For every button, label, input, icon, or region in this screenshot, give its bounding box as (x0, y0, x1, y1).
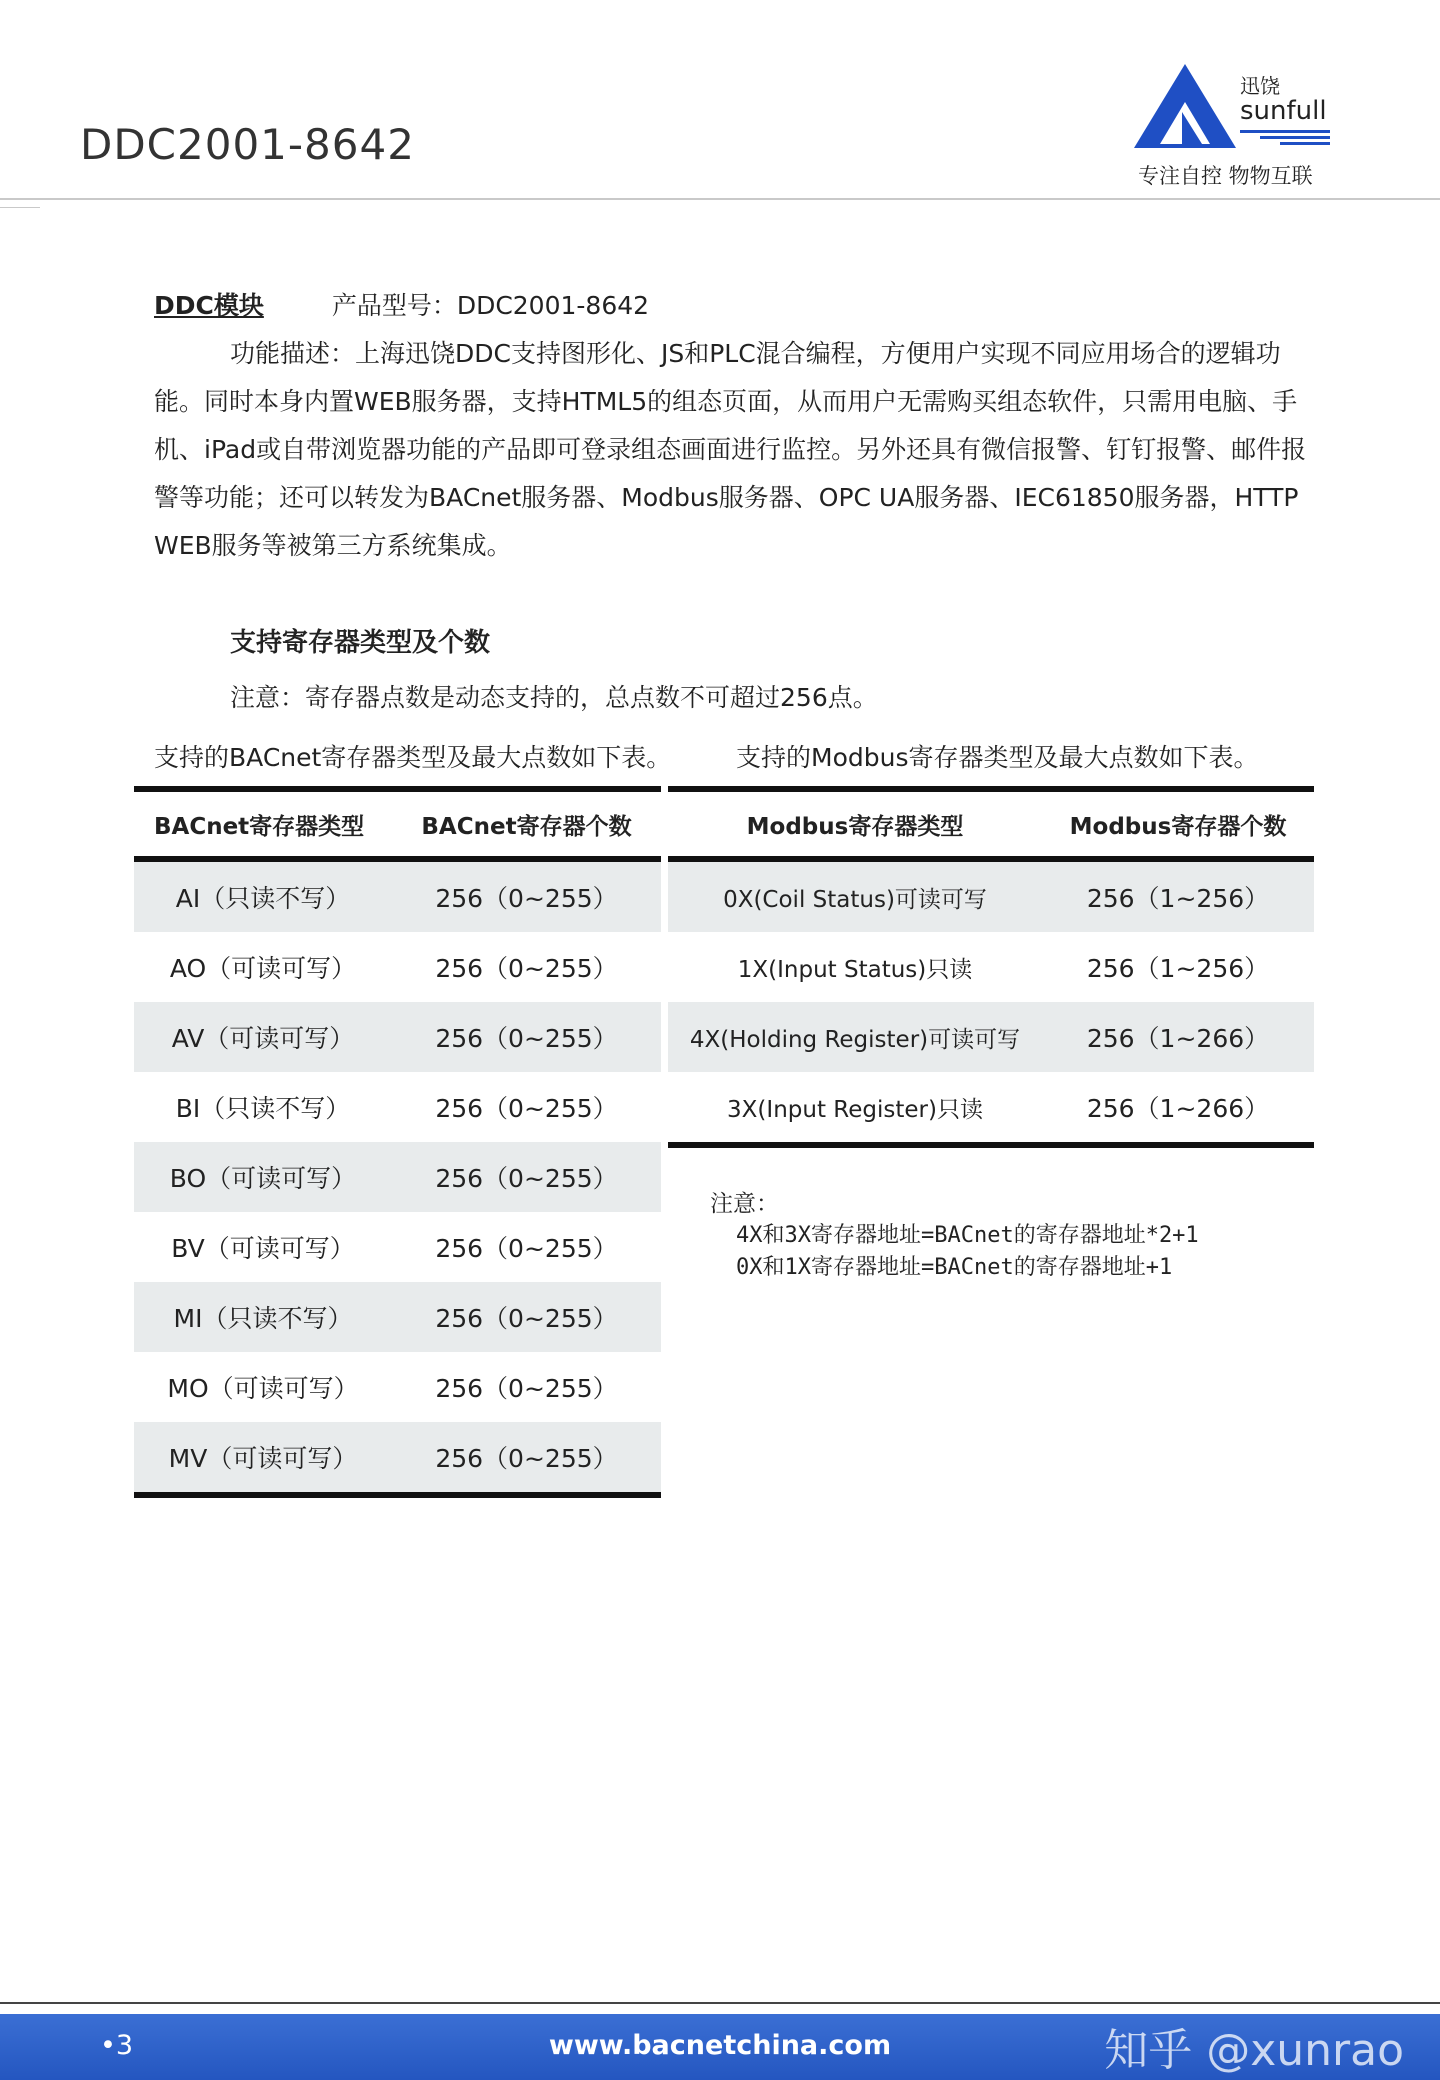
column-header: Modbus寄存器个数 (1069, 813, 1287, 840)
table-row (134, 1002, 661, 1072)
column-header: BACnet寄存器个数 (421, 813, 632, 840)
table-row (134, 1422, 661, 1492)
footer-url-link[interactable]: www.bacnetchina.com (548, 2030, 892, 2061)
table-cell: 1X(Input Status)只读 (737, 956, 973, 983)
table-row (668, 932, 1314, 1002)
table-row (668, 1002, 1314, 1072)
product-model: 产品型号：DDC2001-8642 (331, 291, 650, 320)
table-cell: 256（0~255） (435, 954, 618, 983)
table-cell: 256（1~256） (1086, 954, 1270, 983)
table-cell: AI（只读不写） (175, 884, 351, 913)
table-cell: 256（1~266） (1086, 1094, 1270, 1123)
table-cell: 256（0~255） (435, 1304, 618, 1333)
table-cell: 256（1~256） (1086, 884, 1270, 913)
table-cell: 256（0~255） (435, 1444, 618, 1473)
table-row (134, 1072, 661, 1142)
table-row (134, 1142, 661, 1212)
table-row (134, 862, 661, 932)
footer-divider (0, 2002, 1440, 2004)
table-row (134, 1352, 661, 1422)
table-cell: 3X(Input Register)只读 (727, 1096, 983, 1123)
table-row (668, 1072, 1314, 1142)
company-logo (1130, 62, 1340, 190)
table-row (668, 862, 1314, 932)
logo-slogan: 专注自控 物物互联 (1138, 164, 1313, 188)
table-cell: AV（可读可写） (171, 1024, 355, 1053)
module-label: DDC模块 (154, 291, 264, 320)
table-cell: MV（可读可写） (168, 1444, 358, 1473)
table-bottom-rule (134, 1492, 661, 1498)
notes-title: 注意： (710, 1191, 779, 1217)
intro-block (154, 282, 1314, 570)
table-header-row (668, 792, 1314, 856)
section-title: 支持寄存器类型及个数 (230, 628, 491, 658)
table-cell: BV（可读可写） (171, 1234, 355, 1263)
watermark: 知乎 @xunrao (1104, 2025, 1404, 2076)
function-description: 功能描述：上海迅饶DDC支持图形化、JS和PLC混合编程，方便用户实现不同应用场合的逻辑功能。同时本身内置WEB服务器，支持HTML5的组态页面，从而用户无需购买组态软件，只需用电脑、手机、iPad或自带浏览器功能的产品即可登录组态画面进行监控。另外还具有微信报警、钉钉报警、邮件报警等功能；还可以转发为BACnet服务器、Modbus服务器、OPC UA服务器、IEC61850服务器，HTTP WEB服务等被第三方系统集成。 (154, 339, 1307, 560)
table-bottom-rule (668, 1142, 1314, 1148)
footer-bar (0, 2014, 1440, 2080)
header-divider (0, 198, 1440, 200)
column-header: BACnet寄存器类型 (154, 813, 365, 840)
logo-name-cn: 迅饶 (1240, 74, 1280, 98)
table-cell: 256（0~255） (435, 1024, 618, 1053)
table-cell: BI（只读不写） (175, 1094, 351, 1123)
table-header-row (134, 792, 661, 856)
page-number: •3 (100, 2030, 134, 2061)
table-cell: 256（0~255） (435, 1094, 618, 1123)
table-cell: 256（0~255） (435, 1164, 618, 1193)
register-notes (710, 1188, 1199, 1284)
modbus-caption: 支持的Modbus寄存器类型及最大点数如下表。 (736, 743, 1259, 772)
bacnet-caption: 支持的BACnet寄存器类型及最大点数如下表。 (154, 743, 672, 772)
logo-stripes-icon (1240, 130, 1330, 150)
bacnet-table (134, 786, 661, 1498)
table-cell: 0X(Coil Status)可读可写 (723, 886, 987, 913)
table-cell: 256（0~255） (435, 884, 618, 913)
product-line (154, 282, 1314, 330)
column-header: Modbus寄存器类型 (746, 813, 964, 840)
header-divider-short (0, 207, 40, 208)
table-row (134, 1282, 661, 1352)
logo-triangle-icon (1130, 62, 1240, 154)
notes-line: 0X和1X寄存器地址=BACnet的寄存器地址+1 (736, 1255, 1173, 1280)
notes-line: 4X和3X寄存器地址=BACnet的寄存器地址*2+1 (736, 1223, 1199, 1248)
table-cell: MO（可读可写） (167, 1374, 359, 1403)
table-cell: MI（只读不写） (173, 1304, 353, 1333)
table-cell: AO（可读可写） (169, 954, 357, 983)
modbus-table (668, 786, 1314, 1148)
section-note: 注意：寄存器点数是动态支持的，总点数不可超过256点。 (230, 683, 878, 712)
logo-name-en: sunfull (1240, 96, 1327, 126)
table-row (134, 932, 661, 1002)
document-title: DDC2001-8642 (80, 120, 415, 169)
table-cell: BO（可读可写） (169, 1164, 357, 1193)
table-cell: 256（0~255） (435, 1374, 618, 1403)
table-cell: 4X(Holding Register)可读可写 (689, 1026, 1021, 1053)
table-row (134, 1212, 661, 1282)
table-cell: 256（0~255） (435, 1234, 618, 1263)
table-cell: 256（1~266） (1086, 1024, 1270, 1053)
